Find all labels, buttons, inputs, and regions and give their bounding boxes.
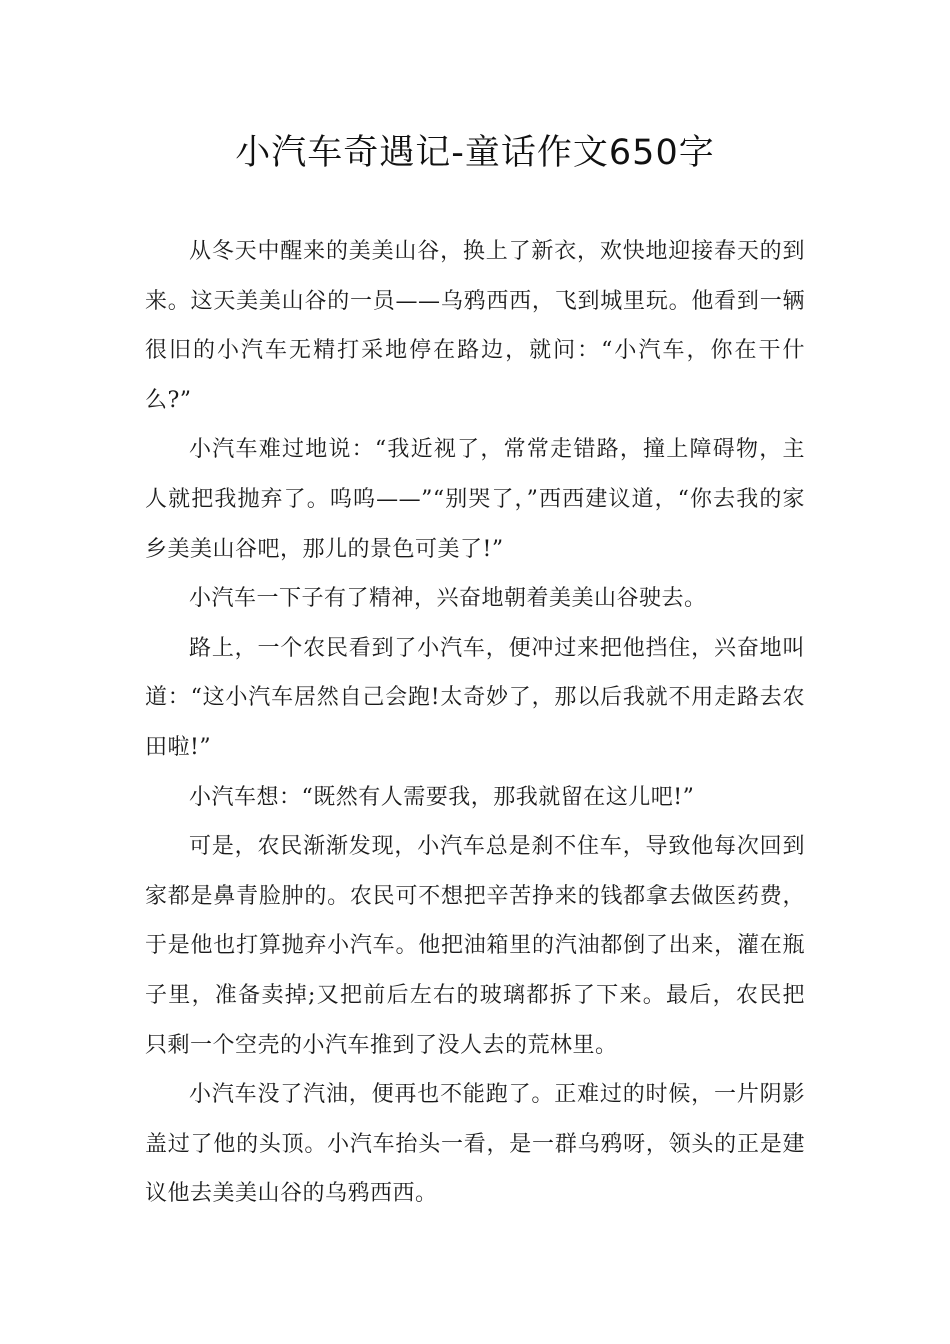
paragraph-3: 小汽车一下子有了精神，兴奋地朝着美美山谷驶去。 (189, 586, 707, 612)
paragraph-1: 从冬天中醒来的美美山谷，换上了新衣，欢快地迎接春天的到来。这天美美山谷的一员——乌鸦西西，飞到城里玩。他看到一辆很旧的小汽车无精打采地停在路边，就问：“小汽车，你在干什么?” (145, 239, 805, 413)
paragraph-6: 可是，农民渐渐发现，小汽车总是刹不住车，导致他每次回到家都是鼻青脸肿的。农民可不想把辛苦挣来的钱都拿去做医药费，于是他也打算抛弃小汽车。他把油箱里的汽油都倒了出来，灌在瓶子里，准备卖掉;又把前后左右的玻璃都拆了下来。最后，农民把只剩一个空壳的小汽车推到了没人去的荒林里。 (145, 834, 805, 1058)
document-title: 小汽车奇遇记-童话作文650字 (235, 133, 715, 173)
paragraph-2: 小汽车难过地说：“我近视了，常常走错路，撞上障碍物，主人就把我抛弃了。呜呜——”“别哭了，”西西建议道，“你去我的家乡美美山谷吧，那儿的景色可美了!” (145, 437, 805, 562)
paragraph-5: 小汽车想：“既然有人需要我，那我就留在这儿吧!” (189, 784, 695, 810)
document-body (145, 227, 805, 1219)
paragraph-7: 小汽车没了汽油，便再也不能跑了。正难过的时候，一片阴影盖过了他的头顶。小汽车抬头一看，是一群乌鸦呀，领头的正是建议他去美美山谷的乌鸦西西。 (145, 1082, 805, 1207)
paragraph-4: 路上，一个农民看到了小汽车，便冲过来把他挡住，兴奋地叫道：“这小汽车居然自己会跑!太奇妙了，那以后我就不用走路去农田啦!” (145, 635, 805, 760)
